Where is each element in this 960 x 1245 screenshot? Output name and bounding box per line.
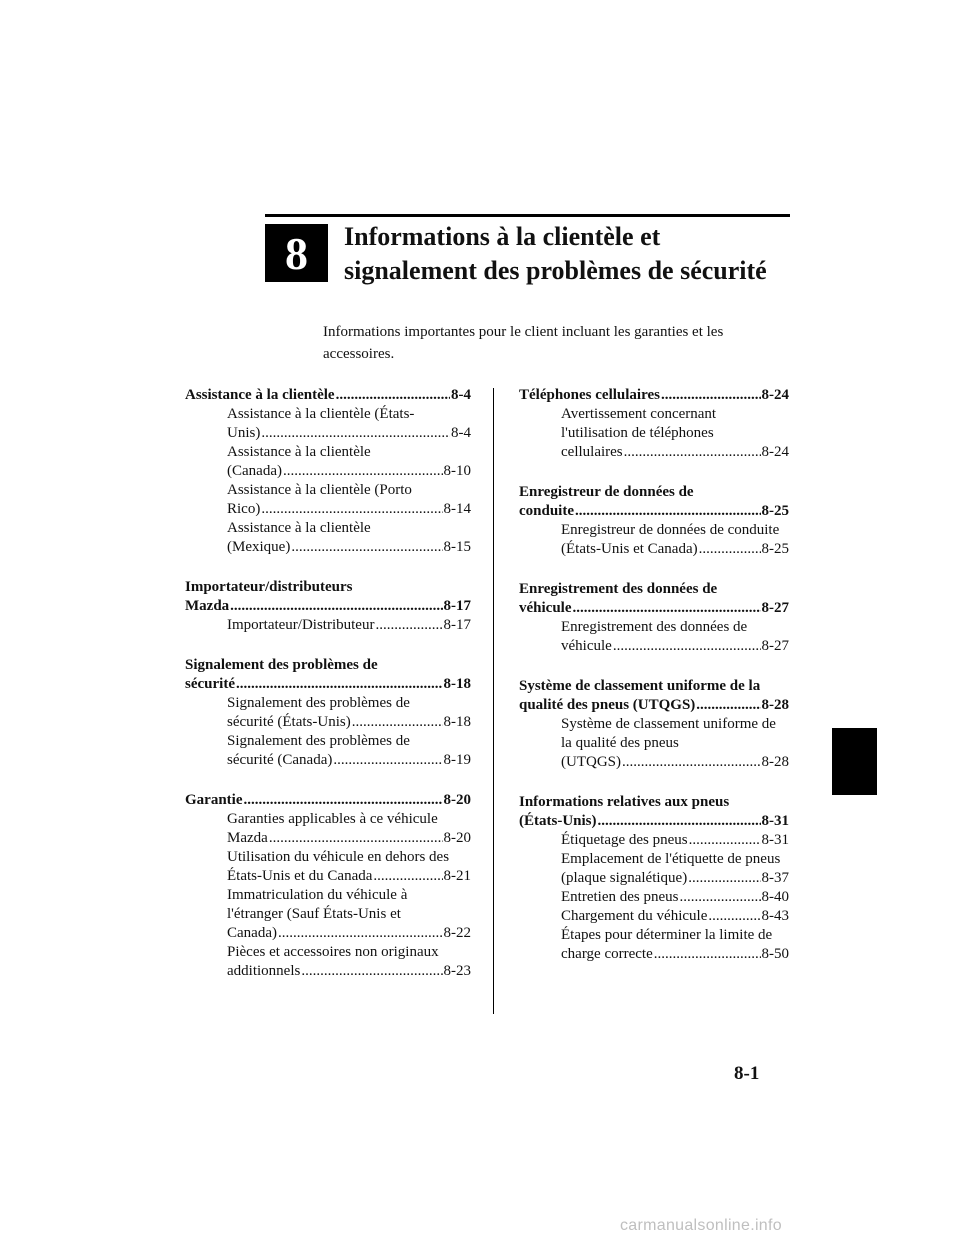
toc-heading-line-page: 8-28 <box>761 697 789 713</box>
toc-section-heading <box>519 386 789 405</box>
toc-section <box>185 578 471 635</box>
toc-heading-line-dots <box>598 812 761 831</box>
toc-entry-line <box>227 424 471 443</box>
toc-entry-line-text: Entretien des pneus <box>561 889 679 905</box>
toc-heading-text-line: Signalement des problèmes de <box>185 657 378 673</box>
toc-entry-line <box>227 751 471 770</box>
toc-section <box>519 793 789 964</box>
toc-entry-line-dots <box>291 538 442 557</box>
chapter-intro-line-1: Informations importantes pour le client incluant les garanties et les <box>323 324 724 340</box>
toc-heading-line-page: 8-17 <box>443 598 471 614</box>
toc-entry-line-text: véhicule <box>561 638 612 654</box>
toc-section <box>519 677 789 772</box>
toc-entry-line-page: 8-22 <box>443 925 471 941</box>
toc-entry-text-line: Assistance à la clientèle (Porto <box>227 482 412 498</box>
toc-entry[interactable] <box>185 886 471 943</box>
toc-entry-line <box>561 637 789 656</box>
toc-heading-line-dots <box>661 386 761 405</box>
toc-entry[interactable] <box>519 831 789 850</box>
toc-entry-line <box>227 500 471 519</box>
toc-entry-line <box>227 962 471 981</box>
toc-entry-line <box>227 924 471 943</box>
toc-heading-line[interactable] <box>519 386 789 405</box>
toc-entry-text-line: Utilisation du véhicule en dehors des <box>227 849 450 865</box>
chapter-title <box>344 220 794 288</box>
toc-entry-line-dots <box>301 962 442 981</box>
toc-entry-line-page: 8-40 <box>761 889 789 905</box>
toc-entry-line-text: Unis) <box>227 425 261 441</box>
toc-heading-line-dots <box>573 599 761 618</box>
toc-entry-line-dots <box>283 462 443 481</box>
toc-entry-line-text: (Mexique) <box>227 539 291 555</box>
toc-heading-line[interactable] <box>519 502 789 521</box>
toc-heading-line[interactable] <box>519 696 789 715</box>
toc-entry-line-page: 8-19 <box>443 752 471 768</box>
toc-entry-line-text: cellulaires <box>561 444 623 460</box>
toc-entry-line-text: (Canada) <box>227 463 282 479</box>
toc-entry-line-dots <box>278 924 443 943</box>
page-number: 8-1 <box>734 1063 760 1084</box>
toc-entry-line-page: 8-4 <box>451 425 471 441</box>
toc-entry[interactable] <box>185 405 471 443</box>
toc-entry-line-page: 8-24 <box>761 444 789 460</box>
toc-section <box>185 791 471 981</box>
toc-heading-line-page: 8-24 <box>761 387 789 403</box>
toc-heading-line-page: 8-20 <box>443 792 471 808</box>
toc-heading-line[interactable] <box>519 812 789 831</box>
toc-entry-line-text: Importateur/Distributeur <box>227 617 375 633</box>
toc-heading-line-text: sécurité <box>185 676 235 692</box>
toc-entry-line <box>561 443 789 462</box>
toc-heading-line-text: Mazda <box>185 598 230 614</box>
toc-entry-line-text: sécurité (États-Unis) <box>227 714 351 730</box>
toc-entry-text-line: la qualité des pneus <box>561 735 679 751</box>
toc-entry-line-dots <box>269 829 443 848</box>
toc-entry-line <box>561 888 789 907</box>
toc-entry-line-dots <box>689 831 761 850</box>
toc-entry-line-dots <box>622 753 761 772</box>
toc-entry-line-page: 8-25 <box>761 541 789 557</box>
toc-section-heading <box>519 483 789 521</box>
toc-entry[interactable] <box>185 519 471 557</box>
toc-heading-text-line: Informations relatives aux pneus <box>519 794 730 810</box>
toc-entry-line <box>227 829 471 848</box>
toc-heading-line-page: 8-4 <box>451 387 471 403</box>
toc-entry-line-dots <box>679 888 760 907</box>
toc-heading-line-dots <box>244 791 443 810</box>
toc-entry-text-line: Avertissement concernant <box>561 406 717 422</box>
toc-right-column <box>519 386 789 985</box>
toc-entry[interactable] <box>519 521 789 559</box>
toc-entry-text-line: Enregistrement des données de <box>561 619 748 635</box>
chapter-number: 8 <box>285 227 308 279</box>
toc-entry-line <box>227 713 471 732</box>
toc-heading-line-page: 8-27 <box>761 600 789 616</box>
toc-entry-text-line: Emplacement de l'étiquette de pneus <box>561 851 781 867</box>
toc-entry-text-line: Assistance à la clientèle <box>227 444 371 460</box>
toc-heading-line-text: Garantie <box>185 792 243 808</box>
toc-entry-line-dots <box>688 869 760 888</box>
toc-heading-line-page: 8-31 <box>761 813 789 829</box>
toc-heading-line-dots <box>696 696 760 715</box>
toc-entry-line-dots <box>375 616 442 635</box>
toc-entry-line-page: 8-10 <box>443 463 471 479</box>
toc-section-heading <box>185 578 471 616</box>
toc-entry-line <box>561 831 789 850</box>
toc-entry-line <box>227 462 471 481</box>
toc-entry[interactable] <box>185 443 471 481</box>
toc-section-heading <box>185 656 471 694</box>
toc-entry-line-page: 8-37 <box>761 870 789 886</box>
toc-entry-line <box>561 753 789 772</box>
toc-entry-line-page: 8-15 <box>443 539 471 555</box>
toc-entry-line-page: 8-27 <box>761 638 789 654</box>
toc-entry-line <box>561 945 789 964</box>
chapter-intro <box>323 321 773 365</box>
toc-entry-line-dots <box>624 443 761 462</box>
toc-entry[interactable] <box>185 694 471 732</box>
watermark: carmanualsonline.info <box>620 1217 782 1234</box>
toc-entry-text-line: l'étranger (Sauf États-Unis et <box>227 906 401 922</box>
toc-entry-text-line: Pièces et accessoires non originaux <box>227 944 439 960</box>
toc-entry[interactable] <box>185 848 471 886</box>
toc-entry-text-line: Enregistreur de données de conduite <box>561 522 780 538</box>
toc-entry[interactable] <box>519 888 789 907</box>
toc-entry-line-page: 8-43 <box>761 908 789 924</box>
toc-section <box>185 386 471 557</box>
toc-entry-line-text: Rico) <box>227 501 261 517</box>
toc-heading-line-text: qualité des pneus (UTQGS) <box>519 697 696 713</box>
toc-heading-line[interactable] <box>185 597 471 616</box>
toc-entry-text-line: Assistance à la clientèle <box>227 520 371 536</box>
toc-section-heading <box>185 386 471 405</box>
toc-section <box>519 580 789 656</box>
toc-heading-line-page: 8-18 <box>443 676 471 692</box>
toc-section <box>185 656 471 770</box>
toc-entry-line-page: 8-14 <box>443 501 471 517</box>
toc-entry-line-text: sécurité (Canada) <box>227 752 333 768</box>
toc-heading-line-text: Téléphones cellulaires <box>519 387 660 403</box>
toc-heading-line-dots <box>236 675 443 694</box>
toc-section-heading <box>519 580 789 618</box>
toc-heading-line-text: (États-Unis) <box>519 813 597 829</box>
toc-entry-text-line: Système de classement uniforme de <box>561 716 776 732</box>
chapter-title-line-1: Informations à la clientèle et <box>344 222 661 251</box>
toc-entry-line-text: Chargement du véhicule <box>561 908 708 924</box>
toc-entry-line-page: 8-31 <box>761 832 789 848</box>
toc-heading-line[interactable] <box>185 386 471 405</box>
toc-heading-text-line: Enregistreur de données de <box>519 484 694 500</box>
toc-entry-text-line: Garanties applicables à ce véhicule <box>227 811 438 827</box>
toc-entry-line-text: (UTQGS) <box>561 754 621 770</box>
toc-entry-line-page: 8-18 <box>443 714 471 730</box>
toc-section-heading <box>519 677 789 715</box>
toc-entry-line-page: 8-28 <box>761 754 789 770</box>
toc-entry-line-text: charge correcte <box>561 946 653 962</box>
chapter-side-tab <box>832 728 877 795</box>
chapter-title-line-2: signalement des problèmes de sécurité <box>344 256 767 285</box>
toc-heading-line-dots <box>575 502 760 521</box>
toc-entry[interactable] <box>519 618 789 656</box>
toc-entry-line-dots <box>352 713 443 732</box>
toc-entry-line-dots <box>708 907 760 926</box>
toc-section <box>519 483 789 559</box>
toc-entry-line <box>227 616 471 635</box>
chapter-number-box <box>265 224 328 282</box>
toc-entry-line-dots <box>654 945 761 964</box>
toc-entry[interactable] <box>185 943 471 981</box>
chapter-intro-line-2: accessoires. <box>323 346 395 362</box>
toc-entry[interactable] <box>185 810 471 848</box>
toc-heading-line-text: conduite <box>519 503 575 519</box>
toc-entry-line-text: additionnels <box>227 963 301 979</box>
column-divider <box>493 388 494 1014</box>
toc-entry[interactable] <box>519 715 789 772</box>
toc-heading-line[interactable] <box>185 675 471 694</box>
toc-entry-line <box>227 867 471 886</box>
toc-entry[interactable] <box>185 481 471 519</box>
toc-entry-line-text: (plaque signalétique) <box>561 870 688 886</box>
toc-entry-line-dots <box>613 637 761 656</box>
toc-entry-text-line: Assistance à la clientèle (États- <box>227 406 415 422</box>
toc-left-column <box>185 386 471 1002</box>
toc-heading-line-text: Assistance à la clientèle <box>185 387 335 403</box>
toc-entry[interactable] <box>185 732 471 770</box>
toc-entry-text-line: Étapes pour déterminer la limite de <box>561 927 773 943</box>
toc-entry-line-text: Mazda <box>227 830 268 846</box>
toc-entry-line-text: États-Unis et du Canada <box>227 868 373 884</box>
toc-entry-line-dots <box>333 751 442 770</box>
toc-section <box>519 386 789 462</box>
toc-section-heading <box>519 793 789 831</box>
toc-entry-line-dots <box>373 867 442 886</box>
toc-entry-line-page: 8-17 <box>443 617 471 633</box>
toc-entry[interactable] <box>519 850 789 888</box>
toc-entry-text-line: Signalement des problèmes de <box>227 733 410 749</box>
toc-entry-line-text: (États-Unis et Canada) <box>561 541 698 557</box>
toc-heading-line-dots <box>230 597 442 616</box>
toc-heading-line[interactable] <box>519 599 789 618</box>
toc-entry-line-page: 8-50 <box>761 946 789 962</box>
toc-entry-text-line: Immatriculation du véhicule à <box>227 887 408 903</box>
toc-heading-text-line: Importateur/distributeurs <box>185 579 353 595</box>
toc-heading-line-page: 8-25 <box>761 503 789 519</box>
toc-entry-line <box>227 538 471 557</box>
toc-heading-line-text: véhicule <box>519 600 572 616</box>
toc-entry-line <box>561 869 789 888</box>
toc-entry-line-page: 8-21 <box>443 868 471 884</box>
toc-entry[interactable] <box>519 907 789 926</box>
toc-entry-line-dots <box>261 424 450 443</box>
toc-entry-line <box>561 540 789 559</box>
toc-heading-line-dots <box>336 386 450 405</box>
toc-entry-line-text: Étiquetage des pneus <box>561 832 688 848</box>
toc-entry[interactable] <box>185 616 471 635</box>
chapter-top-rule <box>265 214 790 217</box>
toc-entry-line-page: 8-20 <box>443 830 471 846</box>
toc-entry-text-line: l'utilisation de téléphones <box>561 425 714 441</box>
toc-entry-line-dots <box>261 500 442 519</box>
toc-entry-text-line: Signalement des problèmes de <box>227 695 410 711</box>
toc-heading-line[interactable] <box>185 791 471 810</box>
toc-entry-line-dots <box>699 540 761 559</box>
toc-entry-line-page: 8-23 <box>443 963 471 979</box>
toc-section-heading <box>185 791 471 810</box>
toc-entry-line-text: Canada) <box>227 925 277 941</box>
toc-entry-line <box>561 907 789 926</box>
toc-heading-text-line: Système de classement uniforme de la <box>519 678 761 694</box>
toc-entry[interactable] <box>519 926 789 964</box>
toc-entry[interactable] <box>519 405 789 462</box>
toc-heading-text-line: Enregistrement des données de <box>519 581 718 597</box>
